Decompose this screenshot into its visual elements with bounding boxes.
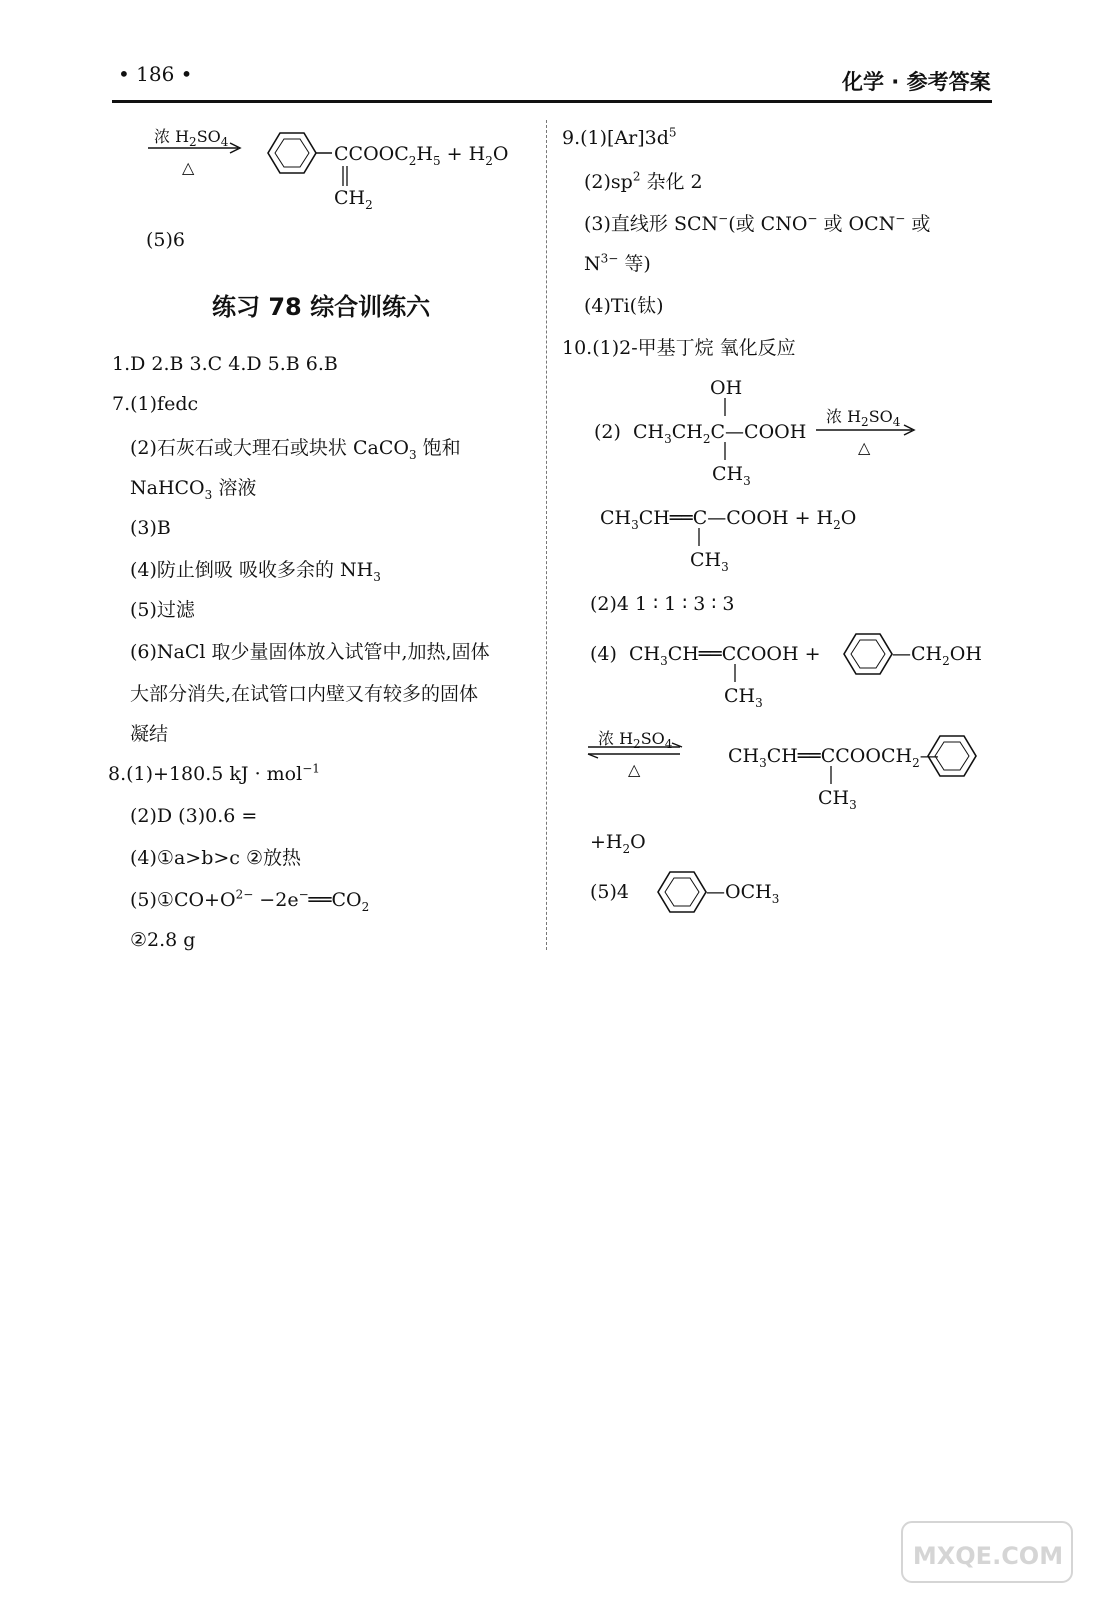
methyl-group-10-4: $CH_3$	[724, 685, 763, 710]
reaction-condition-10-4: 浓 $H_2SO_4$	[598, 729, 673, 752]
answer-9-1: $9.(1)[Ar]3d^5$	[562, 125, 677, 149]
delta-symbol-10-4: △	[628, 760, 641, 779]
double-bond	[340, 166, 350, 188]
ester-10-4: $CH_3CH══CCOOCH_2—$	[728, 745, 939, 770]
methylene-group: $CH_2$	[334, 187, 373, 212]
answer-7-2a: (2)石灰石或大理石或块状 CaCO$_3$ 饱和	[130, 437, 461, 462]
answer-8-1: 8.(1)+180.5 kJ · mol$^{-1}$	[108, 761, 320, 785]
header-rule	[112, 100, 992, 103]
benzene-ring-icon	[250, 128, 330, 178]
bond-ch3	[720, 442, 730, 462]
answer-8-5a: $(5)①CO+O^{2-}$ $-2e^-══CO_2$	[130, 887, 370, 914]
reaction-arrow-10-2	[816, 422, 920, 438]
answer-8-4: (4)①a>b>c ②放热	[130, 847, 301, 869]
answer-7-5: (5)过滤	[130, 599, 195, 621]
exercise-title: 练习 78 综合训练六	[212, 293, 431, 321]
answer-7-6b: 大部分消失,在试管口内壁又有较多的固体	[130, 683, 479, 705]
reaction-arrow	[148, 140, 248, 156]
reaction-condition: 浓 $H_2SO_4$	[154, 127, 229, 150]
answer-9-3a: (3)直线形 SCN−(或 CNO− 或 OCN− 或	[584, 211, 931, 235]
hydroxyl-group: OH	[710, 377, 743, 399]
book-title: 化学 · 参考答案	[842, 70, 991, 94]
answer-7-1: 7.(1)fedc	[112, 393, 199, 415]
answer-9-4: (4)Ti(钛)	[584, 295, 664, 317]
answer-10-5: (5)4	[590, 881, 630, 903]
delta-symbol-10-2: △	[858, 438, 871, 457]
answer-7-4: (4)防止倒吸 吸收多余的 $NH_3$	[130, 559, 381, 584]
methyl-group: $CH_3$	[712, 463, 751, 488]
bond-ch3-prod	[694, 528, 704, 548]
reaction-condition-10-2: 浓 $H_2SO_4$	[826, 407, 901, 430]
bond-ch3-ester	[826, 766, 836, 786]
watermark-logo	[900, 1520, 1080, 1590]
answer-10-3: (2)4 1 ∶ 1 ∶ 3 ∶ 3	[590, 593, 735, 615]
answer-9-3b: $N^{3-}$ 等)	[584, 251, 651, 275]
ester-product: $CCOOC_2H_5 + H_2O$	[334, 143, 509, 168]
methyl-group-prod: $CH_3$	[690, 549, 729, 574]
answer-7-6a: (6)NaCl 取少量固体放入试管中,加热,固体	[130, 641, 490, 663]
methoxy-group: $—OCH_3$	[706, 881, 780, 906]
answer-9-2: $(2)sp^2$ 杂化 2	[584, 169, 703, 193]
svg-text:MXQE.COM: MXQE.COM	[912, 1542, 1064, 1570]
answer-7-2b: NaHCO$_3$ 溶液	[130, 477, 257, 502]
methyl-group-ester: $CH_3$	[818, 787, 857, 812]
equilibrium-arrow	[588, 742, 688, 760]
column-divider	[546, 120, 547, 950]
product-10-2: $CH_3CH══C—COOH + H_2O$	[600, 507, 857, 532]
delta-symbol: △	[182, 158, 195, 177]
bond-ch3-10-4	[730, 664, 740, 684]
bond-oh	[720, 398, 730, 418]
reactant-10-4a: (4) $CH_3CH══CCOOH$ +	[590, 643, 821, 668]
water-10-4: $+H_2O$	[590, 831, 646, 856]
answer-8-5b: ②2.8 g	[130, 929, 196, 951]
answer-10-1: 10.(1)2-甲基丁烷 氧化反应	[562, 337, 796, 359]
reactant-10-2: (2) $CH_3CH_2C—COOH$	[594, 421, 807, 446]
answer-8-2-3: (2)D (3)0.6 =	[130, 805, 258, 827]
answer-q5: (5)6	[146, 229, 186, 251]
page-number: • 186 •	[118, 62, 193, 86]
answer-7-6c: 凝结	[130, 723, 169, 745]
benzyl-alcohol-tail: $—CH_2OH$	[892, 643, 982, 668]
answer-7-3: (3)B	[130, 517, 171, 539]
answers-1-6: 1.D 2.B 3.C 4.D 5.B 6.B	[112, 353, 338, 375]
benzene-ring-icon	[924, 730, 984, 782]
